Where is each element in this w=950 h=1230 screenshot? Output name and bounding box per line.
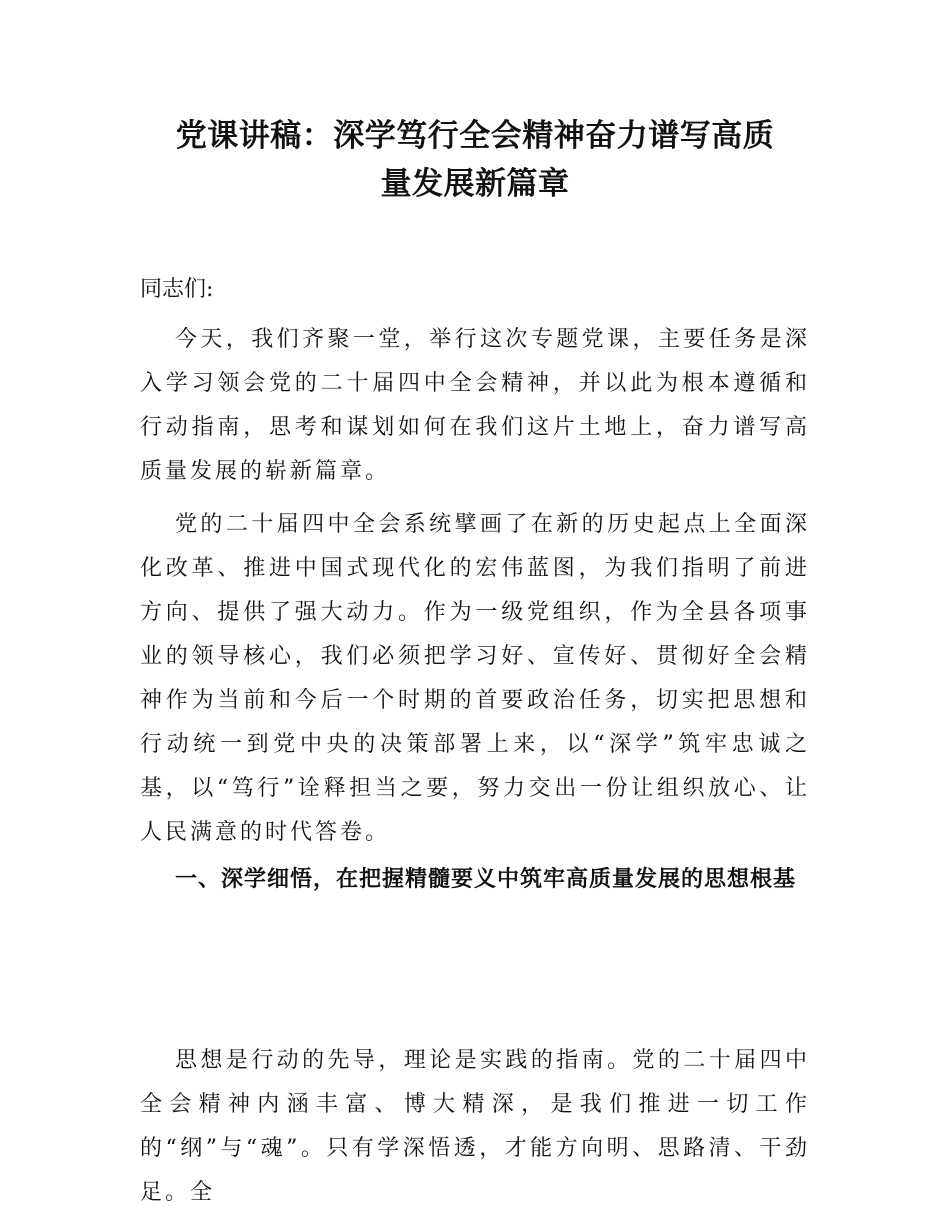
paragraph-intro: 今天，我们齐聚一堂，举行这次专题党课，主要任务是深入学习领会党的二十届四中全会精神，并以此为根本遵循和行动指南，思考和谋划如何在我们这片土地上，奋力谱写高质量发展的崭新篇章。: [140, 327, 810, 484]
document-title: [140, 112, 810, 208]
section-heading: 一、深学细悟，在把握精髓要义中筑牢高质量发展的思想根基: [175, 867, 797, 892]
paragraph-context: 党的二十届四中全会系统擘画了在新的历史起点上全面深化改革、推进中国式现代化的宏伟蓝图，为我们指明了前进方向、提供了强大动力。作为一级党组织，作为全县各项事业的领导核心，我们必须把学习好、宣传好、贯彻好全会精神作为当前和今后一个时期的首要政治任务，切实把思想和行动统一到党中央的决策部署上来，以“深学”筑牢忠诚之基，以“笃行”诠释担当之要，努力交出一份让组织放心、让人民满意的时代答卷。: [140, 512, 810, 845]
salutation: 同志们:: [140, 277, 214, 302]
section-paragraph: 思想是行动的先导，理论是实践的指南。党的二十届四中全会精神内涵丰富、博大精深，是我们推进一切工作的“纲”与“魂”。只有学深悟透，才能方向明、思路清、干劲足。全: [140, 1048, 810, 1205]
title-line-1: 党课讲稿：深学笃行全会精神奋力谱写高质: [175, 118, 775, 154]
title-line-2: 量发展新篇章: [380, 166, 570, 202]
